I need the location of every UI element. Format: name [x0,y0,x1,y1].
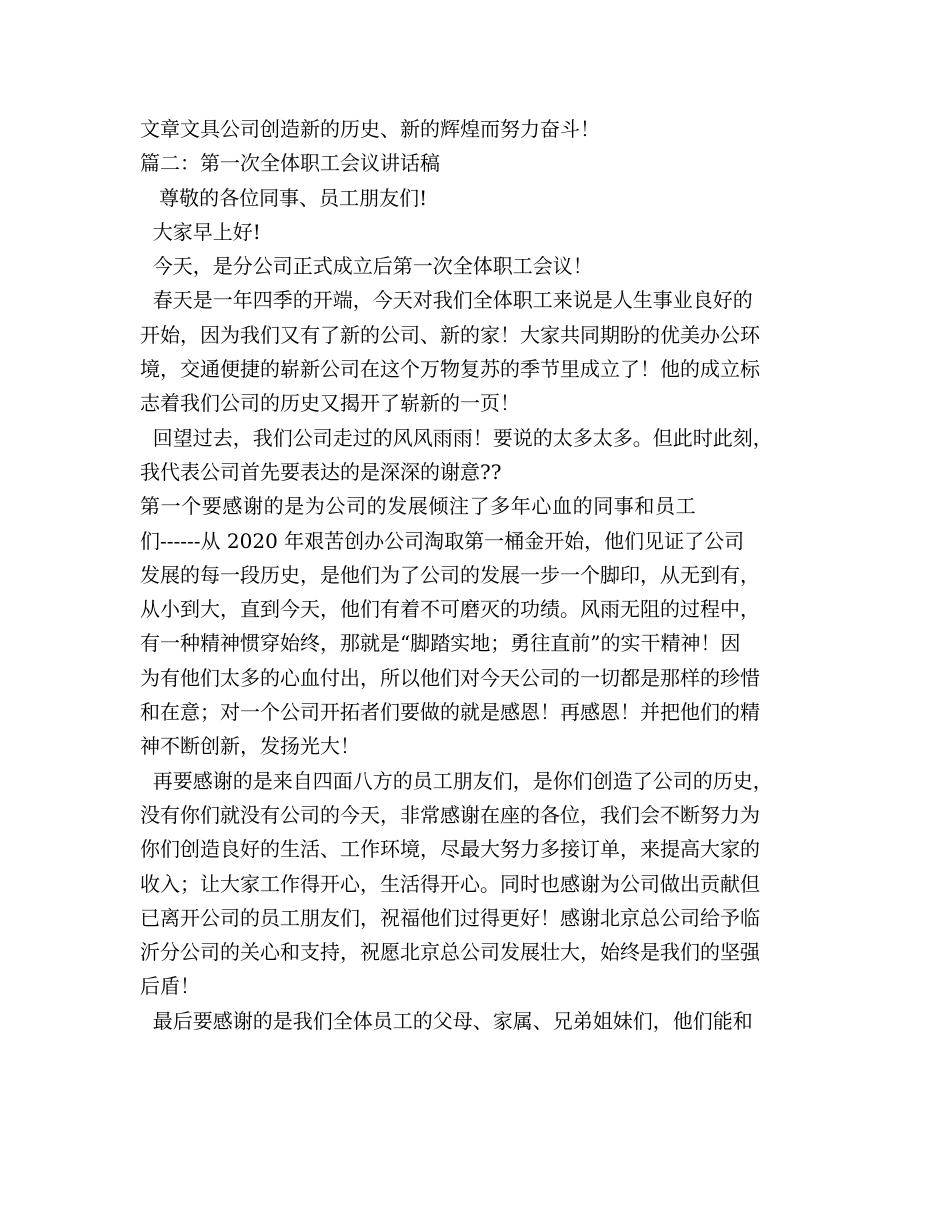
text-line: 文章文具公司创造新的历史、新的辉煌而努力奋斗！ [140,117,600,141]
text-line: 们------从 2020 年艰苦创办公司淘取第一桶金开始，他们见证了公司 [140,528,745,553]
body-text [140,112,830,1038]
text-line: 收入；让大家工作得开心，生活得开心。同时也感谢为公司做出贡献但 [140,871,760,896]
text-line: 从小到大，直到今天，他们有着不可磨灭的功绩。风雨无阻的过程中， [140,597,760,622]
text-line: 境，交通便捷的崭新公司在这个万物复苏的季节里成立了！他的成立标 [140,357,760,382]
text-line: 今天，是分公司正式成立后第一次全体职工会议！ [140,254,593,279]
text-line: 沂分公司的关心和支持，祝愿北京总公司发展壮大，始终是我们的坚强 [140,940,760,965]
text-line: 我代表公司首先要表达的是深深的谢意?? [140,459,502,484]
text-line: 志着我们公司的历史又揭开了崭新的一页！ [140,391,520,416]
text-line: 有一种精神惯穿始终，那就是“脚踏实地；勇往直前”的实干精神！因 [140,631,741,656]
text-line: 和在意；对一个公司开拓者们要做的就是感恩！再感恩！并把他们的精 [140,700,760,725]
text-line: 回望过去，我们公司走过的风风雨雨！要说的太多太多。但此时此刻， [140,425,773,450]
text-line: 第一个要感谢的是为公司的发展倾注了多年心血的同事和员工 [140,494,697,519]
text-line: 你们创造良好的生活、工作环境，尽最大努力多接订单，来提高大家的 [140,837,760,862]
text-line: 神不断创新，发扬光大！ [140,734,360,759]
text-line: 为有他们太多的心血付出，所以他们对今天公司的一切都是那样的珍惜 [140,665,760,690]
text-line: 最后要感谢的是我们全体员工的父母、家属、兄弟姐妹们，他们能和 [140,1008,753,1033]
text-line: 春天是一年四季的开端，今天对我们全体职工来说是人生事业良好的 [140,288,753,313]
text-line: 没有你们就没有公司的今天，非常感谢在座的各位，我们会不断努力为 [140,802,760,827]
section-heading: 篇二：第一次全体职工会议讲话稿 [140,151,440,176]
text-line: 发展的每一段历史，是他们为了公司的发展一步一个脚印，从无到有， [140,562,760,587]
text-line: 已离开公司的员工朋友们，祝福他们过得更好！感谢北京总公司给予临 [140,905,760,930]
greeting: 大家早上好! [140,219,261,244]
text-line: 开始，因为我们又有了新的公司、新的家！大家共同期盼的优美办公环 [140,322,760,347]
text-line: 后盾！ [140,974,200,999]
text-line: 再要感谢的是来自四面八方的员工朋友们，是你们创造了公司的历史， [140,768,773,793]
salutation: 尊敬的各位同事、员工朋友们! [140,185,428,210]
